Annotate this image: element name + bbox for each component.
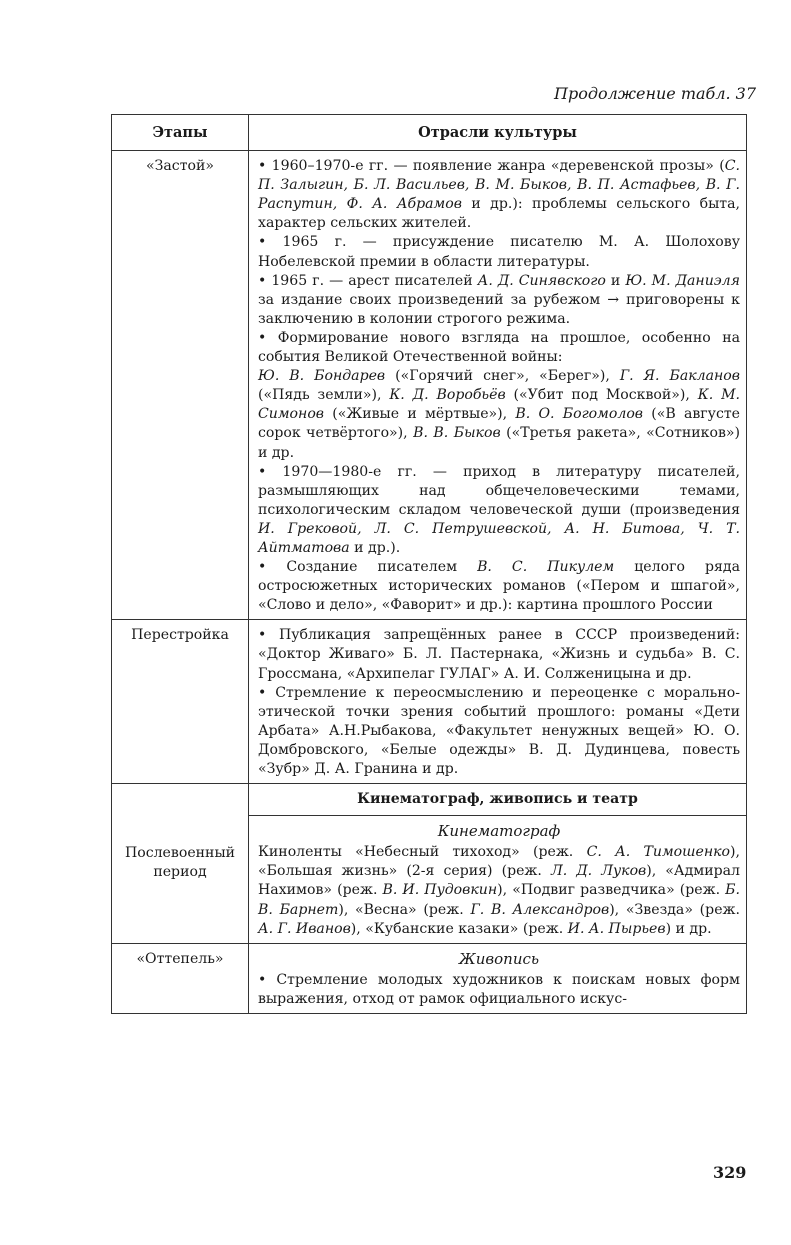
zastoy-bullet-4: • Формирование нового взгляда на прошлое, особенно на события Великой Отечественной войны: <box>258 329 740 366</box>
table-row <box>112 943 747 1013</box>
header-culture: Отрасли культуры <box>249 115 747 151</box>
table-row <box>112 784 747 816</box>
zastoy-bullet-5: • 1970—1980-е гг. — приход в литературу писателей, размышляющих над общечеловеческими темами, психологическим складом человеческой души (произведения И. Грековой, Л. С. Петрушевской, А. Н. Битова, Ч. Т. Айтматова и др.). <box>258 463 740 556</box>
culture-table <box>111 114 747 1014</box>
painting-subheading: Живопись <box>458 949 540 968</box>
perestroika-bullet-1: • Публикация запрещённых ранее в СССР произведений: «Доктор Живаго» Б. Л. Пастернака, «Жизнь и судьба» В. С. Гроссмана, «Архипелаг ГУЛАГ» А. И. Солженицына и др. <box>258 627 740 682</box>
table-row <box>112 151 747 620</box>
ottepel-content <box>249 943 747 1013</box>
zastoy-content <box>249 151 747 620</box>
postwar-content <box>249 816 747 944</box>
page-number: 329 <box>713 1163 747 1182</box>
stage-ottepel: «Оттепель» <box>112 943 249 1013</box>
perestroika-content <box>249 620 747 784</box>
section-title: Кинематограф, живопись и театр <box>249 784 747 816</box>
perestroika-bullet-2: • Стремление к переосмыслению и переоценке с морально-этической точки зрения событий прошлого: романы «Дети Арбата» А.Н.Рыбакова, «Факультет ненужных вещей» Ю. О. Домбровского, «Белые одежды» В. Д. Дудинцева, повесть «Зубр» Д. А. Гранина и др. <box>258 684 740 777</box>
cinema-films: Киноленты «Небесный тихоход» (реж. С. А. Тимошенко), «Большая жизнь» (2-я серия) (реж. Л. Д. Луков), «Адмирал Нахимов» (реж. В. И. Пудовкин), «Подвиг разведчика» (реж. Б. В. Барнет), «Весна» (реж. Г. В. Александров), «Звезда» (реж. А. Г. Иванов), «Кубанские казаки» (реж. И. А. Пырьев) и др. <box>258 844 741 937</box>
stage-zastoy: «Застой» <box>112 151 249 620</box>
zastoy-bullet-2: • 1965 г. — присуждение писателю М. А. Шолохову Нобелевской премии в области литературы. <box>258 234 740 270</box>
stage-perestroika: Перестройка <box>112 620 249 784</box>
header-stages: Этапы <box>112 115 249 151</box>
zastoy-bullet-6: • Создание писателем В. С. Пикулем целого ряда остросюжетных исторических романов («Пером и шпагой», «Слово и дело», «Фаворит» и др.): картина прошлого России <box>258 559 740 614</box>
table-caption: Продолжение табл. 37 <box>554 84 757 103</box>
zastoy-bullet-3: • 1965 г. — арест писателей А. Д. Синявского и Ю. М. Даниэля за издание своих произведений за рубежом → приговорены к заключению в колонии строгого режима. <box>258 272 740 327</box>
cinema-subheading: Кинематограф <box>437 822 561 841</box>
ottepel-bullet-1: • Стремление молодых художников к поискам новых форм выражения, отход от рамок официального искус- <box>258 971 740 1007</box>
table-row <box>112 620 747 784</box>
stage-postwar: Послевоенный период <box>112 784 249 944</box>
table-header-row <box>112 115 747 151</box>
zastoy-bullet-1: • 1960–1970-е гг. — появление жанра «деревенской прозы» (С. П. Залыгин, Б. Л. Васильев, В. М. Быков, В. П. Астафьев, В. Г. Распутин, Ф. А. Абрамов и др.): проблемы сельского быта, характер сельских жителей. <box>258 158 740 232</box>
zastoy-war-prose: Ю. В. Бондарев («Горячий снег», «Берег»), Г. Я. Бакланов («Пядь земли»), К. Д. Воробьёв («Убит под Москвой»), К. М. Симонов («Живые и мёртвые»), В. О. Богомолов («В августе сорок четвёртого»), В. В. Быков («Третья ракета», «Сотников») и др. <box>258 368 740 461</box>
